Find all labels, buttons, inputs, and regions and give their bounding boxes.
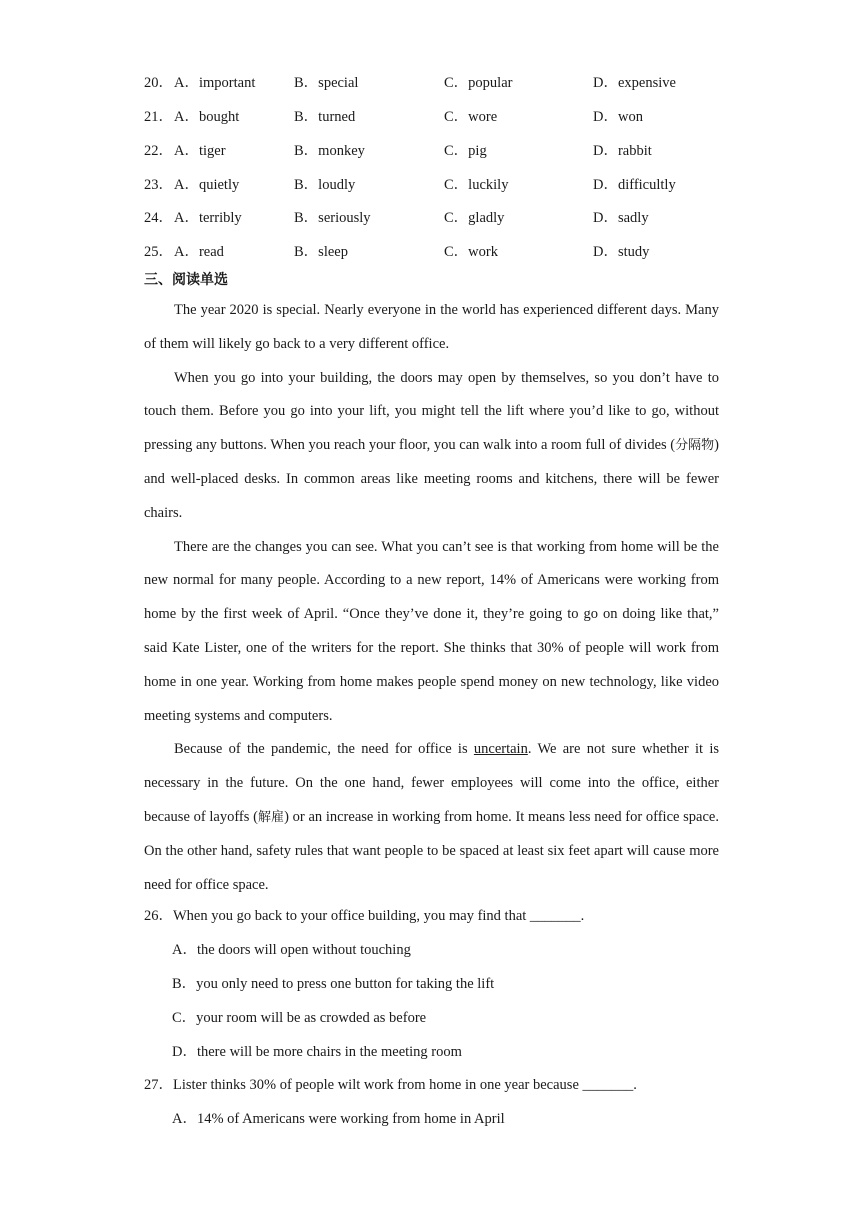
option-row-23 xyxy=(144,175,724,195)
passage-paragraph-1: The year 2020 is special. Nearly everyone in the world has experienced different days. Many of them will likely go back to a very different office. xyxy=(144,302,719,352)
passage-text: ) and well-placed desks. In common areas like meeting rooms and kitchens, there will be fewer chairs. xyxy=(144,437,719,521)
option-c: C．wore xyxy=(444,109,498,125)
option-b: B．loudly xyxy=(294,177,356,193)
question-number: 23． xyxy=(144,177,173,193)
question-26-choice-d: D．there will be more chairs in the meeting room xyxy=(172,1044,462,1060)
option-b: B．monkey xyxy=(294,143,365,159)
reading-passage xyxy=(144,294,719,902)
option-c: C．gladly xyxy=(444,210,505,226)
option-c: C．popular xyxy=(444,75,513,91)
question-number: 24． xyxy=(144,210,173,226)
question-26-choice-c: C．your room will be as crowded as before xyxy=(172,1010,427,1026)
option-a: A．terribly xyxy=(174,210,242,226)
passage-text: . We are not sure whether it is necessary in the future. On the one hand, fewer employees will come into the office, either because of layoffs ( xyxy=(144,741,719,825)
option-b: B．seriously xyxy=(294,210,371,226)
question-26-choice-a: A．the doors will open without touching xyxy=(172,942,411,958)
option-d: D．sadly xyxy=(593,210,649,226)
option-a: A．bought xyxy=(174,109,240,125)
passage-paragraph-4 xyxy=(144,733,719,902)
option-a: A．quietly xyxy=(174,177,240,193)
question-number: 20． xyxy=(144,75,173,91)
option-row-20 xyxy=(144,73,724,93)
option-row-22 xyxy=(144,141,724,161)
option-c: C．work xyxy=(444,244,498,260)
question-26-stem: 26．When you go back to your office building, you may find that _______. xyxy=(144,908,585,924)
chinese-gloss: 解雇 xyxy=(257,809,285,825)
option-b: B．sleep xyxy=(294,244,348,260)
option-a: A．read xyxy=(174,244,224,260)
option-d: D．difficultly xyxy=(593,177,676,193)
option-d: D．study xyxy=(593,244,650,260)
option-d: D．won xyxy=(593,109,643,125)
option-d: D．rabbit xyxy=(593,143,652,159)
option-c: C．pig xyxy=(444,143,487,159)
question-27-stem: 27．Lister thinks 30% of people wilt work from home in one year because _______. xyxy=(144,1077,637,1093)
section-heading: 三、阅读单选 xyxy=(144,272,228,288)
option-row-21 xyxy=(144,107,724,127)
option-row-25 xyxy=(144,242,724,262)
passage-text: When you go into your building, the doors may open by themselves, so you don’t have to touch them. Before you go into your lift, you might tell the lift where you’d like to go, without pressing any buttons. When you reach your floor, you can walk into a room full of divides ( xyxy=(144,369,719,454)
question-number: 25． xyxy=(144,244,173,260)
passage-paragraph-2 xyxy=(144,362,719,531)
option-a: A．important xyxy=(174,75,256,91)
option-b: B．special xyxy=(294,75,359,91)
chinese-gloss: 分隔物 xyxy=(675,438,715,454)
passage-text: ) or an increase in working from home. It means less need for office space. On the other hand, safety rules that want people to be spaced at least six feet apart will cause more need for office space. xyxy=(144,808,719,893)
question-27-choice-a: A．14% of Americans were working from home in April xyxy=(172,1111,505,1127)
question-number: 21． xyxy=(144,109,173,125)
question-26-choice-b: B．you only need to press one button for taking the lift xyxy=(172,976,495,992)
option-d: D．expensive xyxy=(593,75,676,91)
passage-text: Because of the pandemic, the need for office is xyxy=(174,741,474,758)
option-row-24 xyxy=(144,208,724,228)
passage-paragraph-3: There are the changes you can see. What you can’t see is that working from home will be the new normal for many people. According to a new report, 14% of Americans were working from home by the first week of April. “Once they’ve done it, they’re going to go on doing like that,” said Kate Lister, one of the writers for the report. She thinks that 30% of people will work from home in one year. Working from home makes people spend money on new technology, like video meeting systems and computers. xyxy=(144,538,719,724)
option-a: A．tiger xyxy=(174,143,226,159)
option-b: B．turned xyxy=(294,109,356,125)
option-c: C．luckily xyxy=(444,177,509,193)
question-number: 22． xyxy=(144,143,173,159)
underlined-word: uncertain xyxy=(473,741,528,758)
